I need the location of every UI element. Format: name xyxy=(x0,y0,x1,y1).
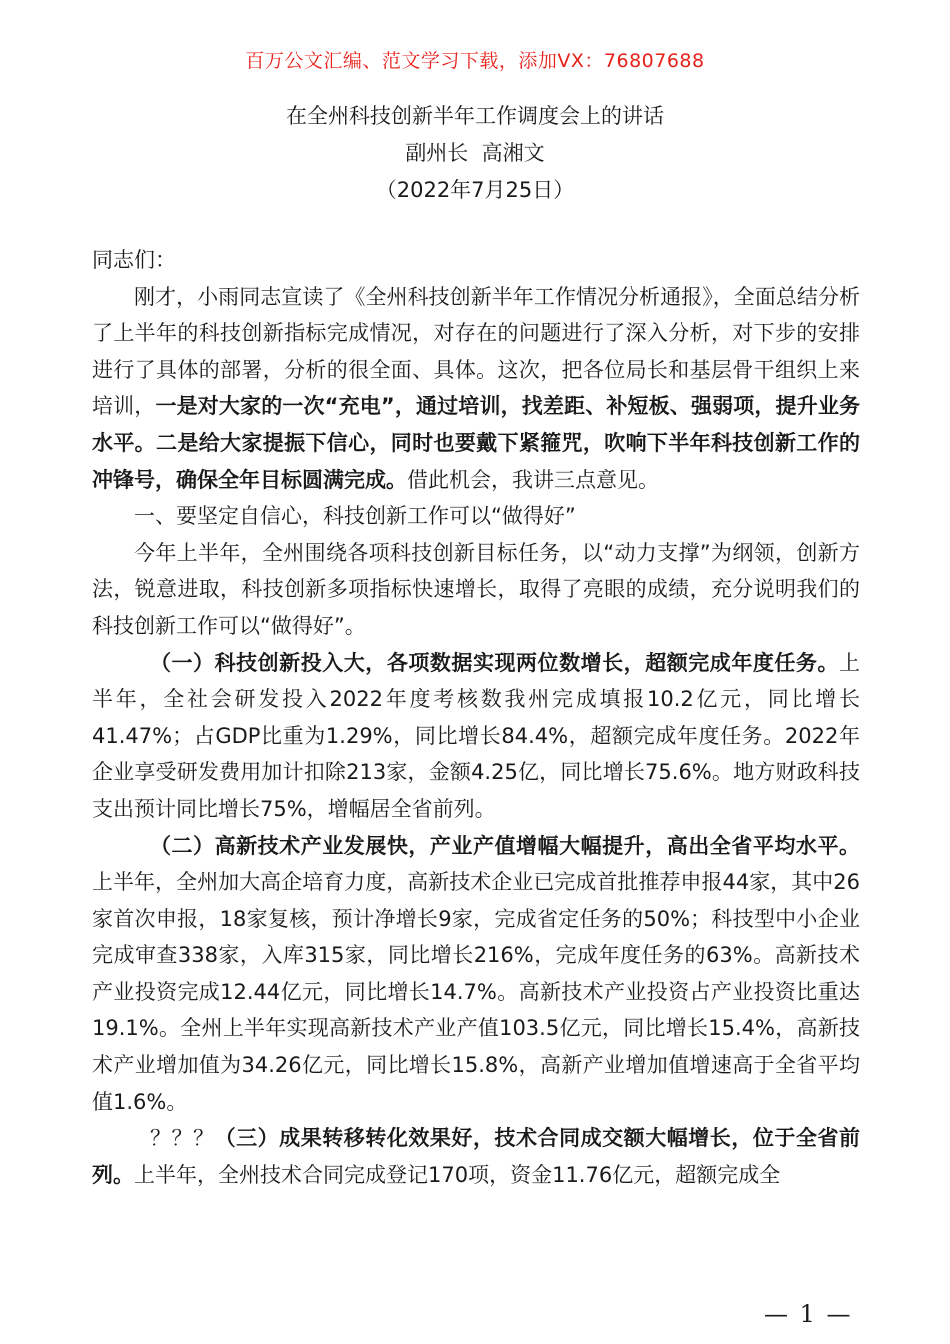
paragraph-investment xyxy=(92,645,860,828)
watermark-text: 百万公文汇编、范文学习下载，添加VX：76807688 xyxy=(245,50,705,72)
transfer-prefix: ？？？ xyxy=(150,1126,215,1151)
speaker-line: 副州长 高湘文 xyxy=(405,141,545,165)
paragraph-hightech xyxy=(92,828,860,1121)
speech-body xyxy=(92,242,860,1193)
subheading-investment: （一）科技创新投入大，各项数据实现两位数增长，超额完成年度任务。 xyxy=(150,650,839,675)
intro-bold-text: 一是对大家的一次“充电”，通过培训，找差距、补短板、强弱项，提升业务水平。二是给大家提振下信心，同时也要戴下紧箍咒，吹响下半年科技创新工作的冲锋号，确保全年目标圆满完成。 xyxy=(92,394,860,492)
paragraph-section1: 今年上半年，全州围绕各项科技创新目标任务，以“动力支撑”为纲领，创新方法，锐意进取，科技创新多项指标快速增长，取得了亮眼的成绩，充分说明我们的科技创新工作可以“做得好”。 xyxy=(92,540,860,638)
paragraph-transfer xyxy=(92,1120,860,1193)
intro-closing-text: 借此机会，我讲三点意见。 xyxy=(407,467,659,492)
investment-text: 上半年，全社会研发投入2022年度考核数我州完成填报10.2亿元，同比增长41.47%；占GDP比重为1.29%，同比增长84.4%，超额完成年度任务。2022年企业享受研发费用加计扣除213家，金额4.25亿，同比增长75.6%。地方财政科技支出预计同比增长75%，增幅居全省前列。 xyxy=(92,650,860,821)
page-number: — 1 — xyxy=(764,1300,853,1328)
title-block xyxy=(0,98,950,209)
section-heading-1: 一、要坚定自信心，科技创新工作可以“做得好” xyxy=(134,504,576,529)
paragraph-intro xyxy=(92,279,860,499)
date-line: （2022年7月25日） xyxy=(375,178,575,202)
transfer-text: 上半年，全州技术合同完成登记170项，资金11.76亿元，超额完成全 xyxy=(134,1162,781,1187)
salutation: 同志们： xyxy=(92,248,176,272)
subheading-hightech: （二）高新技术产业发展快，产业产值增幅大幅提升，高出全省平均水平。 xyxy=(150,833,860,858)
intro-text: 刚才，小雨同志宣读了《全州科技创新半年工作情况分析通报》，全面总结分析了上半年的科技创新指标完成情况，对存在的问题进行了深入分析，对下步的安排进行了具体的部署，分析的很全面、具体。这次，把各位局长和基层骨干组织上来培训， xyxy=(92,284,860,419)
hightech-text: 上半年，全州加大高企培育力度，高新技术企业已完成首批推荐申报44家，其中26家首次申报，18家复核，预计净增长9家，完成省定任务的50%；科技型中小企业完成审查338家，入库315家，同比增长216%，完成年度任务的63%。高新技术产业投资完成12.44亿元，同比增长14.7%。高新技术产业投资占产业投资比重达19.1%。全州上半年实现高新技术产业产值103.5亿元，同比增长15.4%，高新技术产业增加值为34.26亿元，同比增长15.8%，高新产业增加值增速高于全省平均值1.6%。 xyxy=(92,870,860,1114)
document-title: 在全州科技创新半年工作调度会上的讲话 xyxy=(286,104,664,128)
subheading-transfer: （三）成果转移转化效果好，技术合同成交额大幅增长，位于全省前列。 xyxy=(92,1126,860,1187)
